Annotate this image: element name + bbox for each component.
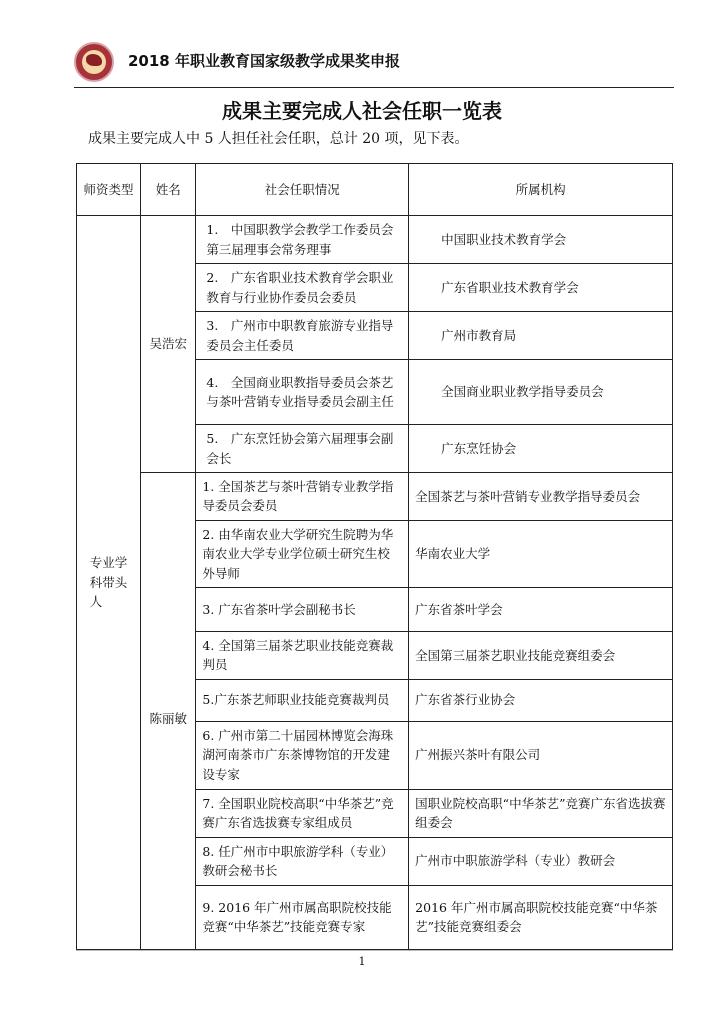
role-cell: 4. 全国商业职教指导委员会茶艺与茶叶营销专业指导委员会副主任 <box>196 360 409 425</box>
person-name-cell: 吴浩宏 <box>141 216 196 473</box>
org-cell: 广东省茶行业协会 <box>409 679 673 721</box>
header-organization: 所属机构 <box>409 164 673 216</box>
intro-paragraph: 成果主要完成人中 5 人担任社会任职，总计 20 项，见下表。 <box>88 131 469 147</box>
role-cell: 1. 中国职教学会教学工作委员会第三届理事会常务理事 <box>196 216 409 264</box>
org-cell: 全国茶艺与茶叶营销专业教学指导委员会 <box>409 473 673 521</box>
role-cell: 2. 由华南农业大学研究生院聘为华南农业大学专业学位硕士研究生校外导师 <box>196 520 409 587</box>
role-cell: 9. 2016 年广州市属高职院校技能竞赛“中华茶艺”技能竞赛专家 <box>196 885 409 949</box>
role-cell: 4. 全国第三届茶艺职业技能竞赛裁判员 <box>196 631 409 679</box>
page-number: 1 <box>358 955 366 968</box>
role-cell: 3. 广州市中职教育旅游专业指导委员会主任委员 <box>196 312 409 360</box>
org-cell: 广州市教育局 <box>409 312 673 360</box>
role-cell: 5. 广东烹饪协会第六届理事会副会长 <box>196 425 409 473</box>
header-name: 姓名 <box>141 164 196 216</box>
teacher-type-cell: 专业学科带头人 <box>77 216 141 950</box>
school-logo-icon <box>74 42 114 82</box>
org-cell: 全国第三届茶艺职业技能竞赛组委会 <box>409 631 673 679</box>
org-cell: 国职业院校高职“中华茶艺”竞赛广东省选拔赛组委会 <box>409 789 673 837</box>
org-cell: 广州振兴茶叶有限公司 <box>409 721 673 789</box>
org-cell: 广东烹饪协会 <box>409 425 673 473</box>
header-social-role: 社会任职情况 <box>196 164 409 216</box>
roles-table <box>76 163 673 950</box>
person-name-cell: 陈丽敏 <box>141 473 196 950</box>
org-cell: 广东省职业技术教育学会 <box>409 264 673 312</box>
org-cell: 广东省茶叶学会 <box>409 587 673 631</box>
role-cell: 7. 全国职业院校高职“中华茶艺”竞赛广东省选拔赛专家组成员 <box>196 789 409 837</box>
org-cell: 2016 年广州市属高职院校技能竞赛“中华茶艺”技能竞赛组委会 <box>409 885 673 949</box>
document-title: 成果主要完成人社会任职一览表 <box>222 99 502 123</box>
header-teacher-type: 师资类型 <box>77 164 141 216</box>
footer-divider <box>76 950 673 951</box>
header-title: 2018 年职业教育国家级教学成果奖申报 <box>128 52 400 70</box>
page-header <box>74 40 674 86</box>
org-cell: 中国职业技术教育学会 <box>409 216 673 264</box>
role-cell: 8. 任广州市中职旅游学科（专业）教研会秘书长 <box>196 837 409 885</box>
org-cell: 广州市中职旅游学科（专业）教研会 <box>409 837 673 885</box>
role-cell: 6. 广州市第二十届园林博览会海珠湖河南茶市广东茶博物馆的开发建设专家 <box>196 721 409 789</box>
table-row <box>77 473 673 521</box>
role-cell: 5.广东茶艺师职业技能竞赛裁判员 <box>196 679 409 721</box>
org-cell: 华南农业大学 <box>409 520 673 587</box>
role-cell: 3. 广东省茶叶学会副秘书长 <box>196 587 409 631</box>
role-cell: 1. 全国茶艺与茶叶营销专业教学指导委员会委员 <box>196 473 409 521</box>
table-header-row <box>77 164 673 216</box>
role-cell: 2. 广东省职业技术教育学会职业教育与行业协作委员会委员 <box>196 264 409 312</box>
org-cell: 全国商业职业教学指导委员会 <box>409 360 673 425</box>
header-divider <box>74 87 674 88</box>
table-row <box>77 216 673 264</box>
